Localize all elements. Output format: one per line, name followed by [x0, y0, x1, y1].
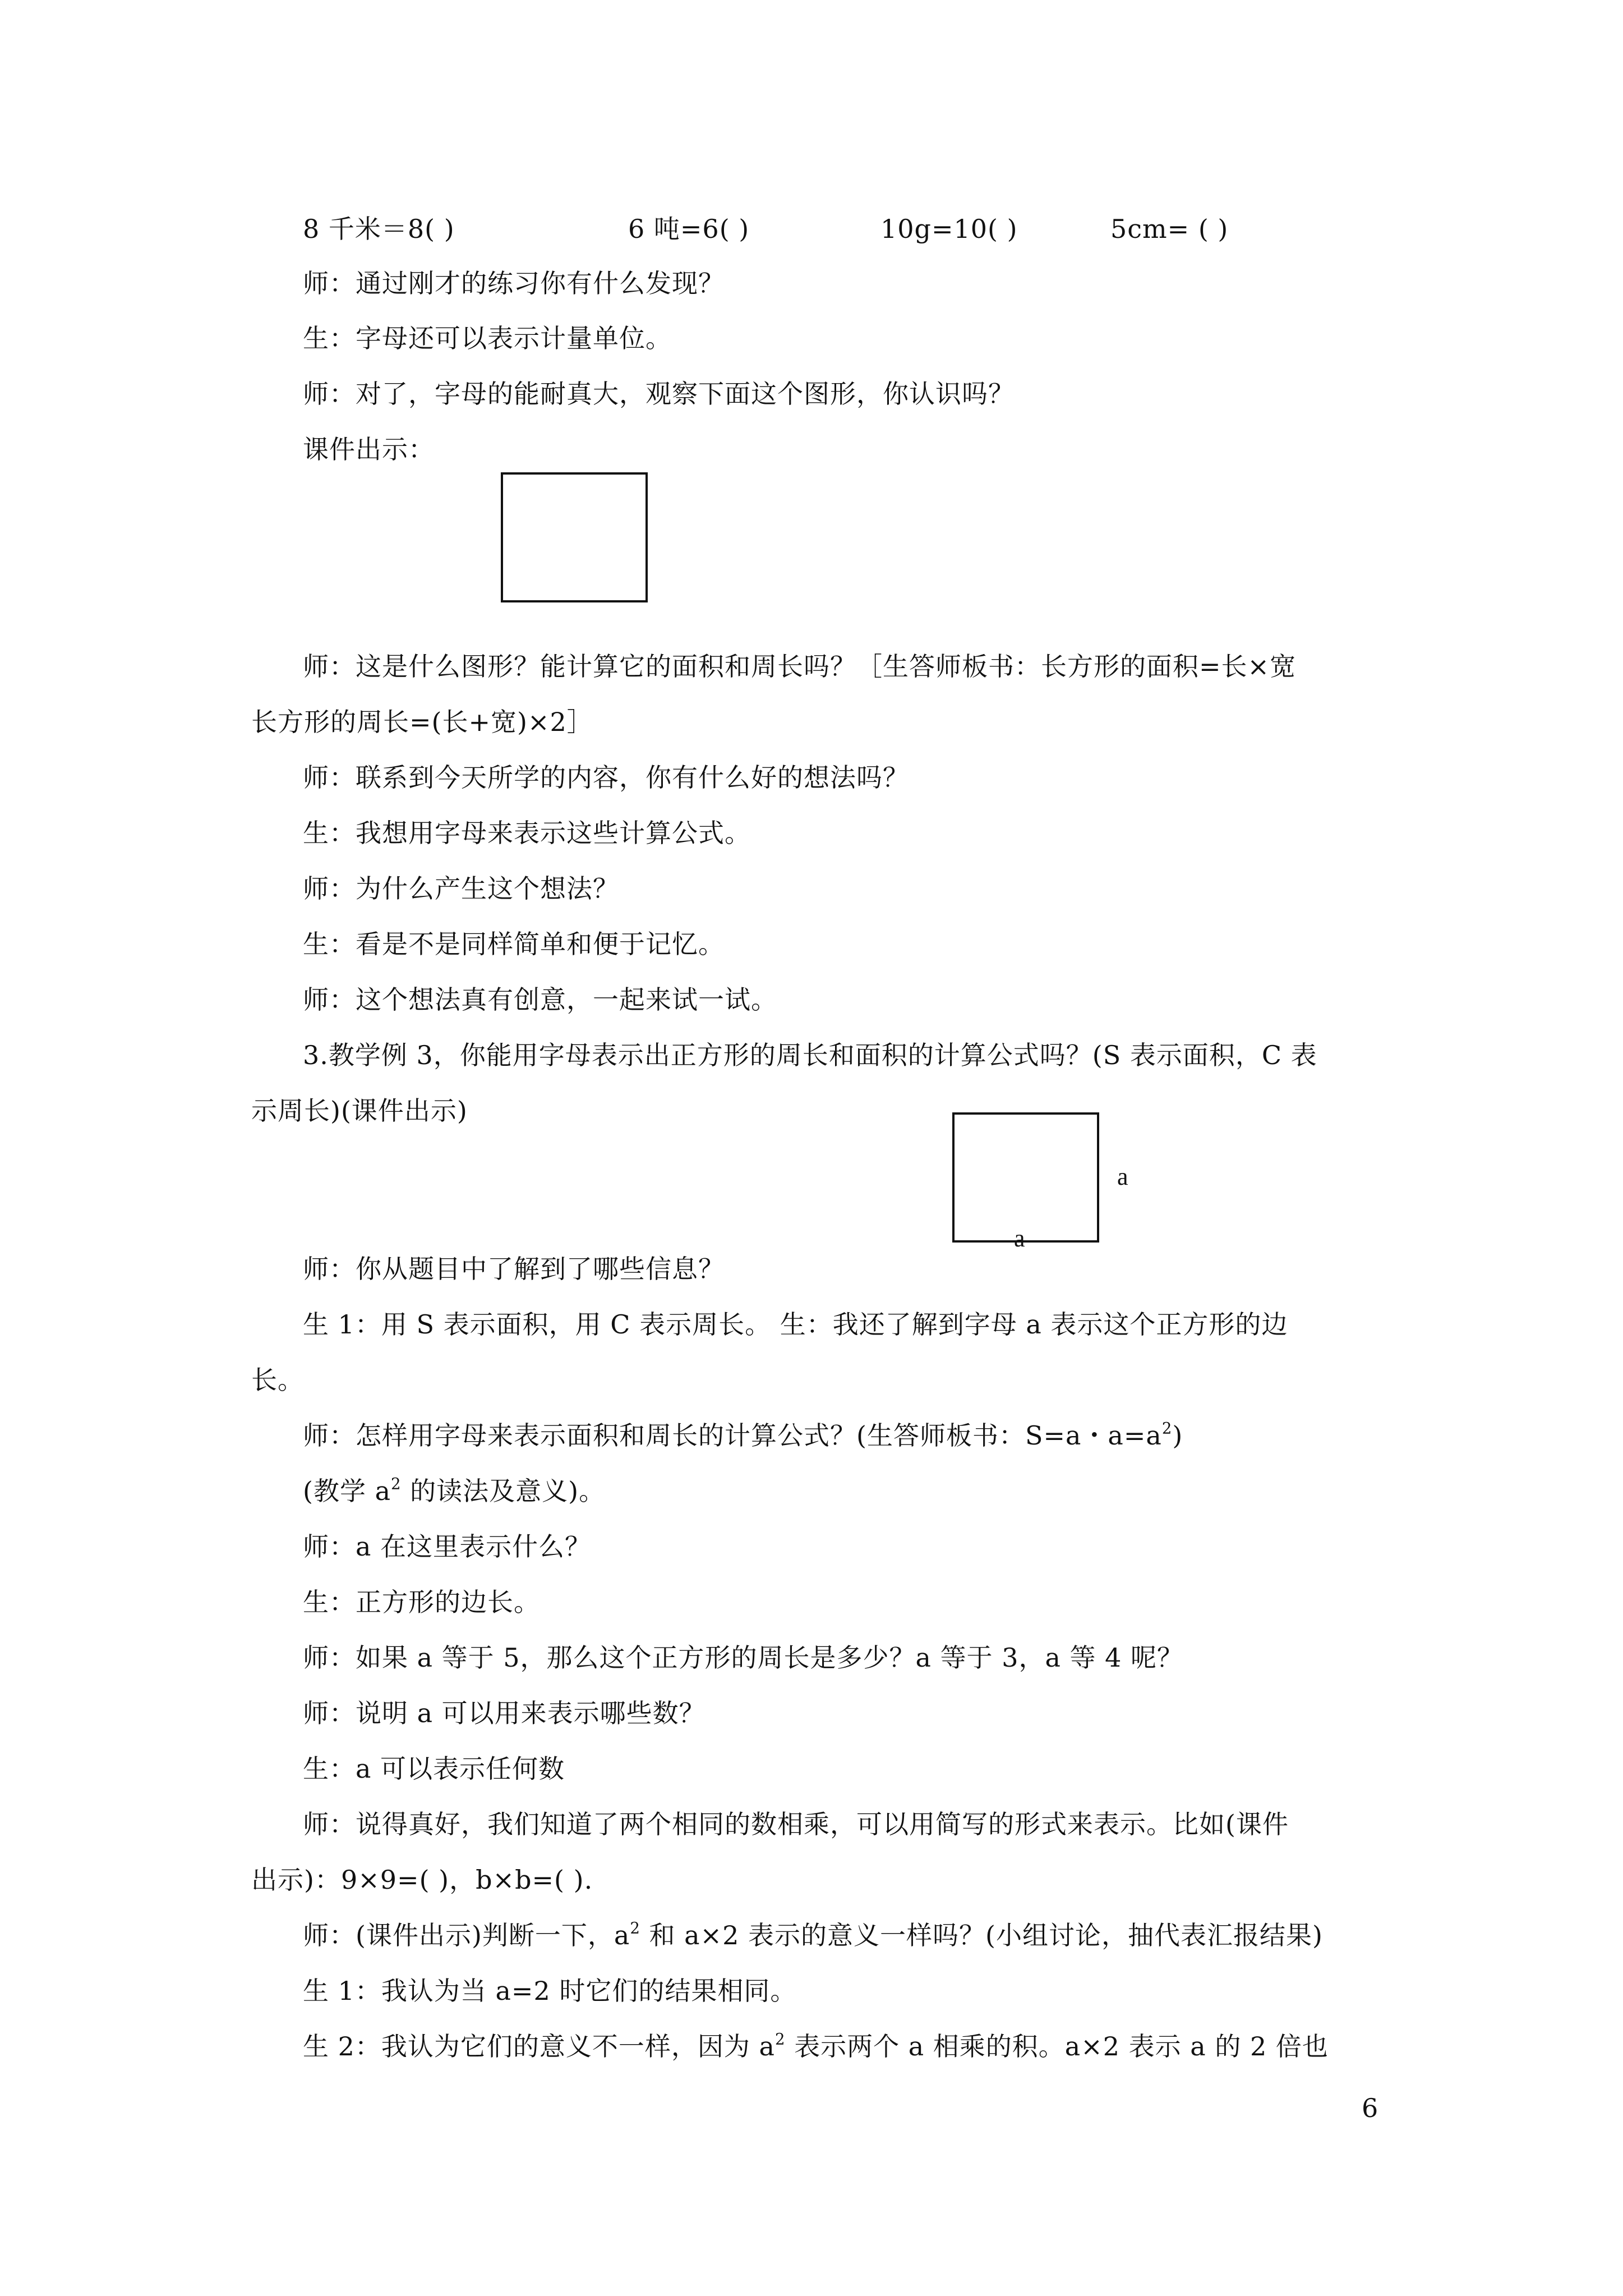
dialogue-line: 师：(课件出示)判断一下，$a^2$ 和 a×2 表示的意义一样吗？(小组讨论，抽代表汇报结果): [303, 1918, 1323, 1950]
dialogue-line: (教学 $a^2$ 的读法及意义)。: [303, 1474, 606, 1506]
dialogue-line: 出示)：9×9=( )，b×b=( ).: [251, 1865, 593, 1895]
page-number: 6: [1362, 2093, 1378, 2123]
dialogue-line: 师：这个想法真有创意，一起来试一试。: [303, 984, 777, 1015]
dialogue-line: 长方形的周长=(长+宽)×2］: [251, 707, 593, 737]
dialogue-line: 生：看是不是同样简单和便于记忆。: [303, 929, 725, 959]
dialogue-line: 师：联系到今天所学的内容，你有什么好的想法吗？: [303, 762, 909, 793]
dialogue-line: 师：怎样用字母来表示面积和周长的计算公式？(生答师板书：S=a・$a=a^2$): [303, 1419, 1183, 1451]
unit-item-cm: 5cm= ( ): [1110, 214, 1229, 244]
unit-item-ton: 6 吨=6( ): [628, 214, 750, 244]
example-3-prompt-cont: 示周长)(课件出示): [251, 1096, 468, 1126]
unit-item-gram: 10g=10( ): [880, 214, 1018, 244]
dialogue-line: 师：这是什么图形？能计算它的面积和周长吗？［生答师板书：长方形的面积=长×宽: [303, 651, 1297, 682]
dialogue-line: 师：对了，字母的能耐真大，观察下面这个图形，你认识吗？: [303, 379, 1015, 409]
rectangle-figure: [501, 472, 648, 602]
dialogue-line: 长。: [251, 1365, 304, 1395]
dialogue-line: 生 1：用 S 表示面积，用 C 表示周长。 生：我还了解到字母 a 表示这个正方形的边: [303, 1309, 1288, 1340]
dialogue-line: 师：说明 a 可以用来表示哪些数？: [303, 1698, 706, 1728]
square-figure: [952, 1112, 1099, 1243]
dialogue-line: 师：为什么产生这个想法？: [303, 873, 619, 904]
dialogue-line: 师：说得真好，我们知道了两个相同的数相乘，可以用简写的形式来表示。比如(课件: [303, 1809, 1289, 1839]
side-label-bottom: a: [1014, 1225, 1025, 1252]
dialogue-line: 生 2：我认为它们的意义不一样，因为 $a^2$ 表示两个 a 相乘的积。a×2 表示 a 的 2 倍也: [303, 2030, 1329, 2062]
side-label-right: a: [1117, 1163, 1128, 1190]
unit-item-km: 8 千米＝8( ): [303, 214, 455, 244]
dialogue-line: 生：字母还可以表示计量单位。: [303, 323, 672, 353]
dialogue-line: 师：a 在这里表示什么？: [303, 1531, 592, 1562]
dialogue-line: 课件出示：: [303, 434, 435, 464]
dialogue-line: 生：a 可以表示任何数: [303, 1754, 565, 1784]
example-3-prompt: 3.教学例 3，你能用字母表示出正方形的周长和面积的计算公式吗？(S 表示面积，C 表: [303, 1040, 1317, 1070]
dialogue-line: 生：正方形的边长。: [303, 1587, 540, 1617]
dialogue-line: 生：我想用字母来表示这些计算公式。: [303, 818, 751, 848]
dialogue-line: 师：你从题目中了解到了哪些信息？: [303, 1254, 725, 1284]
dialogue-line: 生 1：我认为当 a=2 时它们的结果相同。: [303, 1976, 797, 2006]
dialogue-line: 师：如果 a 等于 5，那么这个正方形的周长是多少？a 等于 3，a 等 4 呢？: [303, 1642, 1184, 1673]
dialogue-line: 师：通过刚才的练习你有什么发现？: [303, 268, 725, 298]
